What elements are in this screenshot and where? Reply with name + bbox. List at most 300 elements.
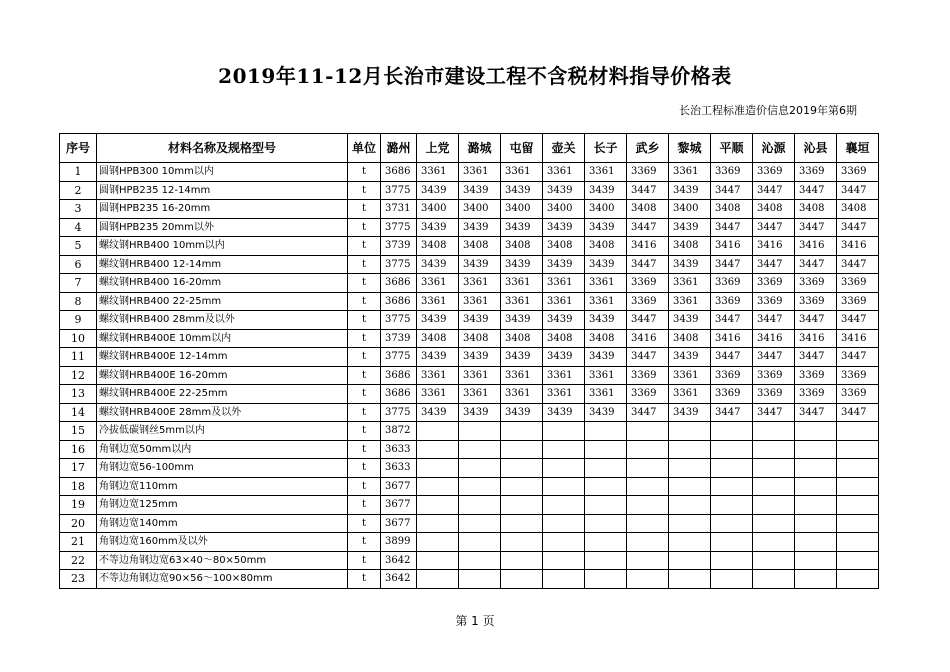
material-name: 圆钢HPB235 12-14mm bbox=[97, 181, 348, 200]
material-unit: t bbox=[348, 348, 381, 367]
price-cell: 3439 bbox=[543, 181, 585, 200]
column-header: 序号 bbox=[60, 134, 97, 163]
price-cell: 3447 bbox=[795, 348, 837, 367]
price-cell: 3408 bbox=[585, 237, 627, 256]
price-cell: 3361 bbox=[459, 385, 501, 404]
price-cell bbox=[711, 440, 753, 459]
price-cell bbox=[711, 514, 753, 533]
row-seq: 23 bbox=[60, 570, 97, 589]
price-cell: 3447 bbox=[711, 181, 753, 200]
row-seq: 2 bbox=[60, 181, 97, 200]
material-unit: t bbox=[348, 385, 381, 404]
price-cell bbox=[669, 440, 711, 459]
price-cell: 3447 bbox=[795, 181, 837, 200]
price-cell: 3369 bbox=[837, 274, 879, 293]
price-cell: 3408 bbox=[543, 237, 585, 256]
row-seq: 10 bbox=[60, 329, 97, 348]
price-cell: 3439 bbox=[669, 348, 711, 367]
price-cell: 3447 bbox=[837, 218, 879, 237]
price-cell: 3361 bbox=[585, 385, 627, 404]
price-cell: 3439 bbox=[417, 181, 459, 200]
price-cell: 3447 bbox=[711, 403, 753, 422]
material-name: 不等边角钢边宽63×40～80×50mm bbox=[97, 551, 348, 570]
table-row bbox=[60, 440, 879, 459]
price-cell bbox=[669, 533, 711, 552]
price-cell: 3408 bbox=[795, 200, 837, 219]
price-cell: 3361 bbox=[669, 163, 711, 182]
price-cell: 3439 bbox=[501, 181, 543, 200]
price-cell: 3677 bbox=[381, 514, 417, 533]
price-cell bbox=[795, 570, 837, 589]
column-header: 长子 bbox=[585, 134, 627, 163]
price-cell: 3439 bbox=[543, 255, 585, 274]
price-cell: 3439 bbox=[543, 348, 585, 367]
price-cell: 3416 bbox=[753, 329, 795, 348]
material-unit: t bbox=[348, 551, 381, 570]
row-seq: 14 bbox=[60, 403, 97, 422]
material-name: 螺纹钢HRB400 10mm以内 bbox=[97, 237, 348, 256]
price-cell: 3439 bbox=[669, 311, 711, 330]
price-cell: 3369 bbox=[627, 163, 669, 182]
table-row bbox=[60, 218, 879, 237]
price-cell: 3775 bbox=[381, 181, 417, 200]
price-cell: 3369 bbox=[711, 366, 753, 385]
material-unit: t bbox=[348, 218, 381, 237]
price-cell: 3369 bbox=[711, 274, 753, 293]
material-unit: t bbox=[348, 237, 381, 256]
price-cell: 3408 bbox=[753, 200, 795, 219]
table-row bbox=[60, 348, 879, 367]
material-unit: t bbox=[348, 366, 381, 385]
price-cell: 3677 bbox=[381, 496, 417, 515]
price-cell bbox=[585, 514, 627, 533]
price-cell: 3447 bbox=[711, 348, 753, 367]
price-cell: 3439 bbox=[543, 311, 585, 330]
price-cell: 3439 bbox=[669, 218, 711, 237]
price-cell: 3447 bbox=[753, 311, 795, 330]
price-cell: 3686 bbox=[381, 292, 417, 311]
price-cell bbox=[459, 459, 501, 478]
price-cell bbox=[711, 477, 753, 496]
price-cell: 3447 bbox=[627, 218, 669, 237]
price-cell bbox=[543, 496, 585, 515]
price-cell bbox=[543, 459, 585, 478]
price-cell bbox=[417, 514, 459, 533]
price-cell bbox=[837, 570, 879, 589]
price-cell: 3447 bbox=[627, 255, 669, 274]
price-cell: 3439 bbox=[585, 403, 627, 422]
price-cell: 3775 bbox=[381, 348, 417, 367]
price-cell: 3408 bbox=[627, 200, 669, 219]
price-cell bbox=[627, 477, 669, 496]
price-cell bbox=[669, 459, 711, 478]
price-cell: 3439 bbox=[459, 348, 501, 367]
price-cell: 3408 bbox=[669, 237, 711, 256]
price-cell: 3633 bbox=[381, 440, 417, 459]
material-unit: t bbox=[348, 477, 381, 496]
price-cell: 3416 bbox=[795, 237, 837, 256]
price-cell bbox=[837, 477, 879, 496]
price-cell: 3369 bbox=[795, 385, 837, 404]
price-cell: 3361 bbox=[501, 292, 543, 311]
material-unit: t bbox=[348, 181, 381, 200]
table-row bbox=[60, 311, 879, 330]
price-cell: 3447 bbox=[711, 311, 753, 330]
price-cell: 3677 bbox=[381, 477, 417, 496]
price-cell bbox=[753, 570, 795, 589]
price-cell: 3447 bbox=[753, 181, 795, 200]
price-cell bbox=[795, 440, 837, 459]
price-cell: 3439 bbox=[543, 218, 585, 237]
price-cell: 3447 bbox=[627, 311, 669, 330]
row-seq: 5 bbox=[60, 237, 97, 256]
price-cell: 3439 bbox=[417, 403, 459, 422]
table-row bbox=[60, 255, 879, 274]
price-cell bbox=[501, 570, 543, 589]
price-cell: 3361 bbox=[459, 274, 501, 293]
price-cell: 3416 bbox=[627, 329, 669, 348]
price-cell: 3872 bbox=[381, 422, 417, 441]
row-seq: 3 bbox=[60, 200, 97, 219]
price-cell: 3361 bbox=[585, 292, 627, 311]
material-name: 螺纹钢HRB400E 16-20mm bbox=[97, 366, 348, 385]
price-cell bbox=[711, 570, 753, 589]
price-cell: 3447 bbox=[753, 348, 795, 367]
column-header: 屯留 bbox=[501, 134, 543, 163]
material-unit: t bbox=[348, 329, 381, 348]
price-cell bbox=[753, 477, 795, 496]
price-cell: 3369 bbox=[795, 274, 837, 293]
page-title: 2019年11-12月长治市建设工程不含税材料指导价格表 bbox=[218, 64, 732, 88]
price-cell: 3739 bbox=[381, 329, 417, 348]
price-cell bbox=[459, 496, 501, 515]
price-cell bbox=[669, 551, 711, 570]
price-cell bbox=[795, 496, 837, 515]
price-cell: 3447 bbox=[837, 348, 879, 367]
material-name: 螺纹钢HRB400E 28mm及以外 bbox=[97, 403, 348, 422]
price-cell bbox=[711, 551, 753, 570]
material-name: 螺纹钢HRB400E 22-25mm bbox=[97, 385, 348, 404]
price-cell bbox=[459, 551, 501, 570]
price-cell: 3400 bbox=[543, 200, 585, 219]
price-cell bbox=[795, 551, 837, 570]
price-cell bbox=[459, 514, 501, 533]
row-seq: 1 bbox=[60, 163, 97, 182]
price-cell: 3439 bbox=[501, 218, 543, 237]
material-name: 冷拔低碳钢丝5mm以内 bbox=[97, 422, 348, 441]
price-cell bbox=[459, 533, 501, 552]
price-cell bbox=[669, 570, 711, 589]
price-cell: 3775 bbox=[381, 403, 417, 422]
price-cell: 3369 bbox=[837, 163, 879, 182]
material-name: 螺纹钢HRB400 28mm及以外 bbox=[97, 311, 348, 330]
price-cell: 3439 bbox=[585, 311, 627, 330]
price-cell bbox=[669, 496, 711, 515]
price-cell bbox=[711, 496, 753, 515]
row-seq: 4 bbox=[60, 218, 97, 237]
price-cell: 3686 bbox=[381, 163, 417, 182]
column-header: 黎城 bbox=[669, 134, 711, 163]
table-row bbox=[60, 163, 879, 182]
price-cell: 3439 bbox=[669, 255, 711, 274]
price-cell bbox=[837, 496, 879, 515]
price-cell: 3408 bbox=[837, 200, 879, 219]
price-cell: 3416 bbox=[627, 237, 669, 256]
column-header: 沁县 bbox=[795, 134, 837, 163]
price-cell: 3416 bbox=[711, 237, 753, 256]
price-cell: 3447 bbox=[795, 255, 837, 274]
price-cell: 3686 bbox=[381, 366, 417, 385]
price-cell bbox=[837, 533, 879, 552]
price-cell: 3439 bbox=[669, 181, 711, 200]
price-cell bbox=[795, 459, 837, 478]
price-cell: 3439 bbox=[459, 218, 501, 237]
price-cell: 3369 bbox=[837, 385, 879, 404]
column-header: 武乡 bbox=[627, 134, 669, 163]
material-name: 角钢边宽140mm bbox=[97, 514, 348, 533]
price-cell: 3361 bbox=[543, 292, 585, 311]
price-cell bbox=[585, 570, 627, 589]
price-cell: 3369 bbox=[753, 163, 795, 182]
column-header: 襄垣 bbox=[837, 134, 879, 163]
price-cell: 3361 bbox=[669, 385, 711, 404]
price-cell: 3361 bbox=[501, 163, 543, 182]
price-cell: 3400 bbox=[585, 200, 627, 219]
table-row bbox=[60, 514, 879, 533]
price-cell bbox=[669, 422, 711, 441]
table-row bbox=[60, 237, 879, 256]
table-row bbox=[60, 181, 879, 200]
price-cell bbox=[753, 514, 795, 533]
price-cell bbox=[543, 477, 585, 496]
price-cell: 3447 bbox=[795, 403, 837, 422]
price-cell: 3400 bbox=[417, 200, 459, 219]
price-cell: 3439 bbox=[543, 403, 585, 422]
price-cell: 3369 bbox=[711, 292, 753, 311]
material-unit: t bbox=[348, 496, 381, 515]
price-cell: 3408 bbox=[585, 329, 627, 348]
price-cell bbox=[543, 440, 585, 459]
table-row bbox=[60, 570, 879, 589]
table-row bbox=[60, 385, 879, 404]
price-cell bbox=[585, 440, 627, 459]
price-cell bbox=[753, 551, 795, 570]
price-cell: 3447 bbox=[627, 403, 669, 422]
price-cell: 3775 bbox=[381, 255, 417, 274]
price-cell: 3439 bbox=[459, 181, 501, 200]
table-row bbox=[60, 422, 879, 441]
price-cell bbox=[417, 440, 459, 459]
price-cell: 3369 bbox=[711, 385, 753, 404]
price-cell bbox=[543, 570, 585, 589]
price-cell: 3369 bbox=[627, 292, 669, 311]
price-cell: 3369 bbox=[627, 274, 669, 293]
table-body bbox=[60, 163, 879, 589]
material-name: 螺纹钢HRB400E 10mm以内 bbox=[97, 329, 348, 348]
price-cell: 3447 bbox=[795, 311, 837, 330]
price-cell: 3369 bbox=[795, 163, 837, 182]
price-cell: 3361 bbox=[501, 274, 543, 293]
price-cell bbox=[753, 533, 795, 552]
price-cell: 3416 bbox=[837, 329, 879, 348]
price-cell: 3642 bbox=[381, 570, 417, 589]
price-cell bbox=[627, 459, 669, 478]
price-cell bbox=[711, 459, 753, 478]
price-cell: 3408 bbox=[669, 329, 711, 348]
price-cell bbox=[585, 422, 627, 441]
price-cell: 3439 bbox=[459, 403, 501, 422]
column-header: 潞城 bbox=[459, 134, 501, 163]
price-cell bbox=[543, 551, 585, 570]
table-row bbox=[60, 274, 879, 293]
price-cell bbox=[837, 440, 879, 459]
material-unit: t bbox=[348, 514, 381, 533]
table-row bbox=[60, 496, 879, 515]
material-name: 螺纹钢HRB400 22-25mm bbox=[97, 292, 348, 311]
price-cell: 3439 bbox=[669, 403, 711, 422]
row-seq: 8 bbox=[60, 292, 97, 311]
price-cell: 3439 bbox=[417, 348, 459, 367]
price-cell: 3369 bbox=[795, 366, 837, 385]
material-unit: t bbox=[348, 570, 381, 589]
material-unit: t bbox=[348, 311, 381, 330]
price-cell: 3447 bbox=[753, 403, 795, 422]
price-cell bbox=[417, 459, 459, 478]
price-cell bbox=[501, 533, 543, 552]
price-cell bbox=[501, 459, 543, 478]
price-cell bbox=[417, 533, 459, 552]
material-unit: t bbox=[348, 255, 381, 274]
price-cell: 3369 bbox=[753, 385, 795, 404]
price-cell bbox=[417, 570, 459, 589]
price-cell: 3686 bbox=[381, 385, 417, 404]
row-seq: 17 bbox=[60, 459, 97, 478]
price-cell bbox=[795, 514, 837, 533]
price-cell: 3361 bbox=[543, 366, 585, 385]
material-unit: t bbox=[348, 403, 381, 422]
price-cell: 3439 bbox=[501, 255, 543, 274]
price-cell: 3369 bbox=[627, 385, 669, 404]
price-cell: 3447 bbox=[753, 218, 795, 237]
price-cell: 3361 bbox=[669, 292, 711, 311]
row-seq: 22 bbox=[60, 551, 97, 570]
column-header: 沁源 bbox=[753, 134, 795, 163]
price-cell bbox=[795, 422, 837, 441]
price-cell: 3439 bbox=[501, 403, 543, 422]
material-unit: t bbox=[348, 459, 381, 478]
price-cell: 3361 bbox=[417, 163, 459, 182]
price-cell: 3439 bbox=[585, 218, 627, 237]
price-cell: 3408 bbox=[459, 237, 501, 256]
price-cell: 3400 bbox=[501, 200, 543, 219]
material-name: 螺纹钢HRB400E 12-14mm bbox=[97, 348, 348, 367]
price-cell bbox=[417, 496, 459, 515]
material-name: 角钢边宽56-100mm bbox=[97, 459, 348, 478]
material-name: 圆钢HPB235 20mm以外 bbox=[97, 218, 348, 237]
price-cell: 3361 bbox=[459, 366, 501, 385]
price-cell bbox=[459, 422, 501, 441]
price-cell: 3416 bbox=[837, 237, 879, 256]
row-seq: 12 bbox=[60, 366, 97, 385]
price-cell bbox=[585, 496, 627, 515]
price-cell bbox=[459, 477, 501, 496]
price-cell bbox=[627, 496, 669, 515]
price-cell: 3408 bbox=[501, 329, 543, 348]
price-cell bbox=[753, 496, 795, 515]
price-cell: 3447 bbox=[837, 255, 879, 274]
price-cell: 3361 bbox=[543, 274, 585, 293]
price-cell bbox=[459, 570, 501, 589]
price-cell bbox=[753, 440, 795, 459]
price-cell: 3642 bbox=[381, 551, 417, 570]
column-header: 材料名称及规格型号 bbox=[97, 134, 348, 163]
price-cell: 3361 bbox=[585, 366, 627, 385]
price-cell: 3361 bbox=[459, 163, 501, 182]
price-cell bbox=[627, 514, 669, 533]
price-cell: 3408 bbox=[417, 237, 459, 256]
price-cell bbox=[501, 551, 543, 570]
column-header: 壶关 bbox=[543, 134, 585, 163]
price-cell: 3775 bbox=[381, 218, 417, 237]
price-cell bbox=[501, 440, 543, 459]
price-cell bbox=[795, 533, 837, 552]
price-cell: 3439 bbox=[417, 255, 459, 274]
price-cell: 3439 bbox=[501, 348, 543, 367]
price-cell: 3361 bbox=[543, 385, 585, 404]
price-cell: 3447 bbox=[711, 255, 753, 274]
table-row bbox=[60, 200, 879, 219]
price-cell bbox=[627, 551, 669, 570]
material-unit: t bbox=[348, 292, 381, 311]
table-row bbox=[60, 551, 879, 570]
price-cell: 3369 bbox=[753, 274, 795, 293]
price-cell: 3361 bbox=[417, 292, 459, 311]
row-seq: 6 bbox=[60, 255, 97, 274]
price-cell bbox=[417, 422, 459, 441]
price-cell: 3775 bbox=[381, 311, 417, 330]
issue-subtitle: 长治工程标准造价信息2019年第6期 bbox=[679, 104, 857, 117]
price-cell: 3739 bbox=[381, 237, 417, 256]
price-cell bbox=[627, 422, 669, 441]
price-cell: 3447 bbox=[711, 218, 753, 237]
price-cell bbox=[417, 477, 459, 496]
price-cell: 3361 bbox=[543, 163, 585, 182]
material-name: 角钢边宽160mm及以外 bbox=[97, 533, 348, 552]
price-cell: 3416 bbox=[711, 329, 753, 348]
material-unit: t bbox=[348, 200, 381, 219]
material-name: 螺纹钢HRB400 12-14mm bbox=[97, 255, 348, 274]
price-cell: 3361 bbox=[459, 292, 501, 311]
table-row bbox=[60, 403, 879, 422]
price-cell: 3400 bbox=[459, 200, 501, 219]
column-header: 单位 bbox=[348, 134, 381, 163]
material-unit: t bbox=[348, 274, 381, 293]
price-cell: 3439 bbox=[585, 348, 627, 367]
price-cell bbox=[837, 551, 879, 570]
row-seq: 20 bbox=[60, 514, 97, 533]
price-cell: 3439 bbox=[459, 255, 501, 274]
price-cell: 3439 bbox=[501, 311, 543, 330]
price-cell: 3361 bbox=[417, 274, 459, 293]
table-row bbox=[60, 366, 879, 385]
column-header: 上党 bbox=[417, 134, 459, 163]
price-cell bbox=[501, 477, 543, 496]
material-unit: t bbox=[348, 533, 381, 552]
material-name: 螺纹钢HRB400 16-20mm bbox=[97, 274, 348, 293]
price-cell bbox=[795, 477, 837, 496]
page-number: 第 1 页 bbox=[455, 614, 495, 628]
price-cell: 3369 bbox=[627, 366, 669, 385]
